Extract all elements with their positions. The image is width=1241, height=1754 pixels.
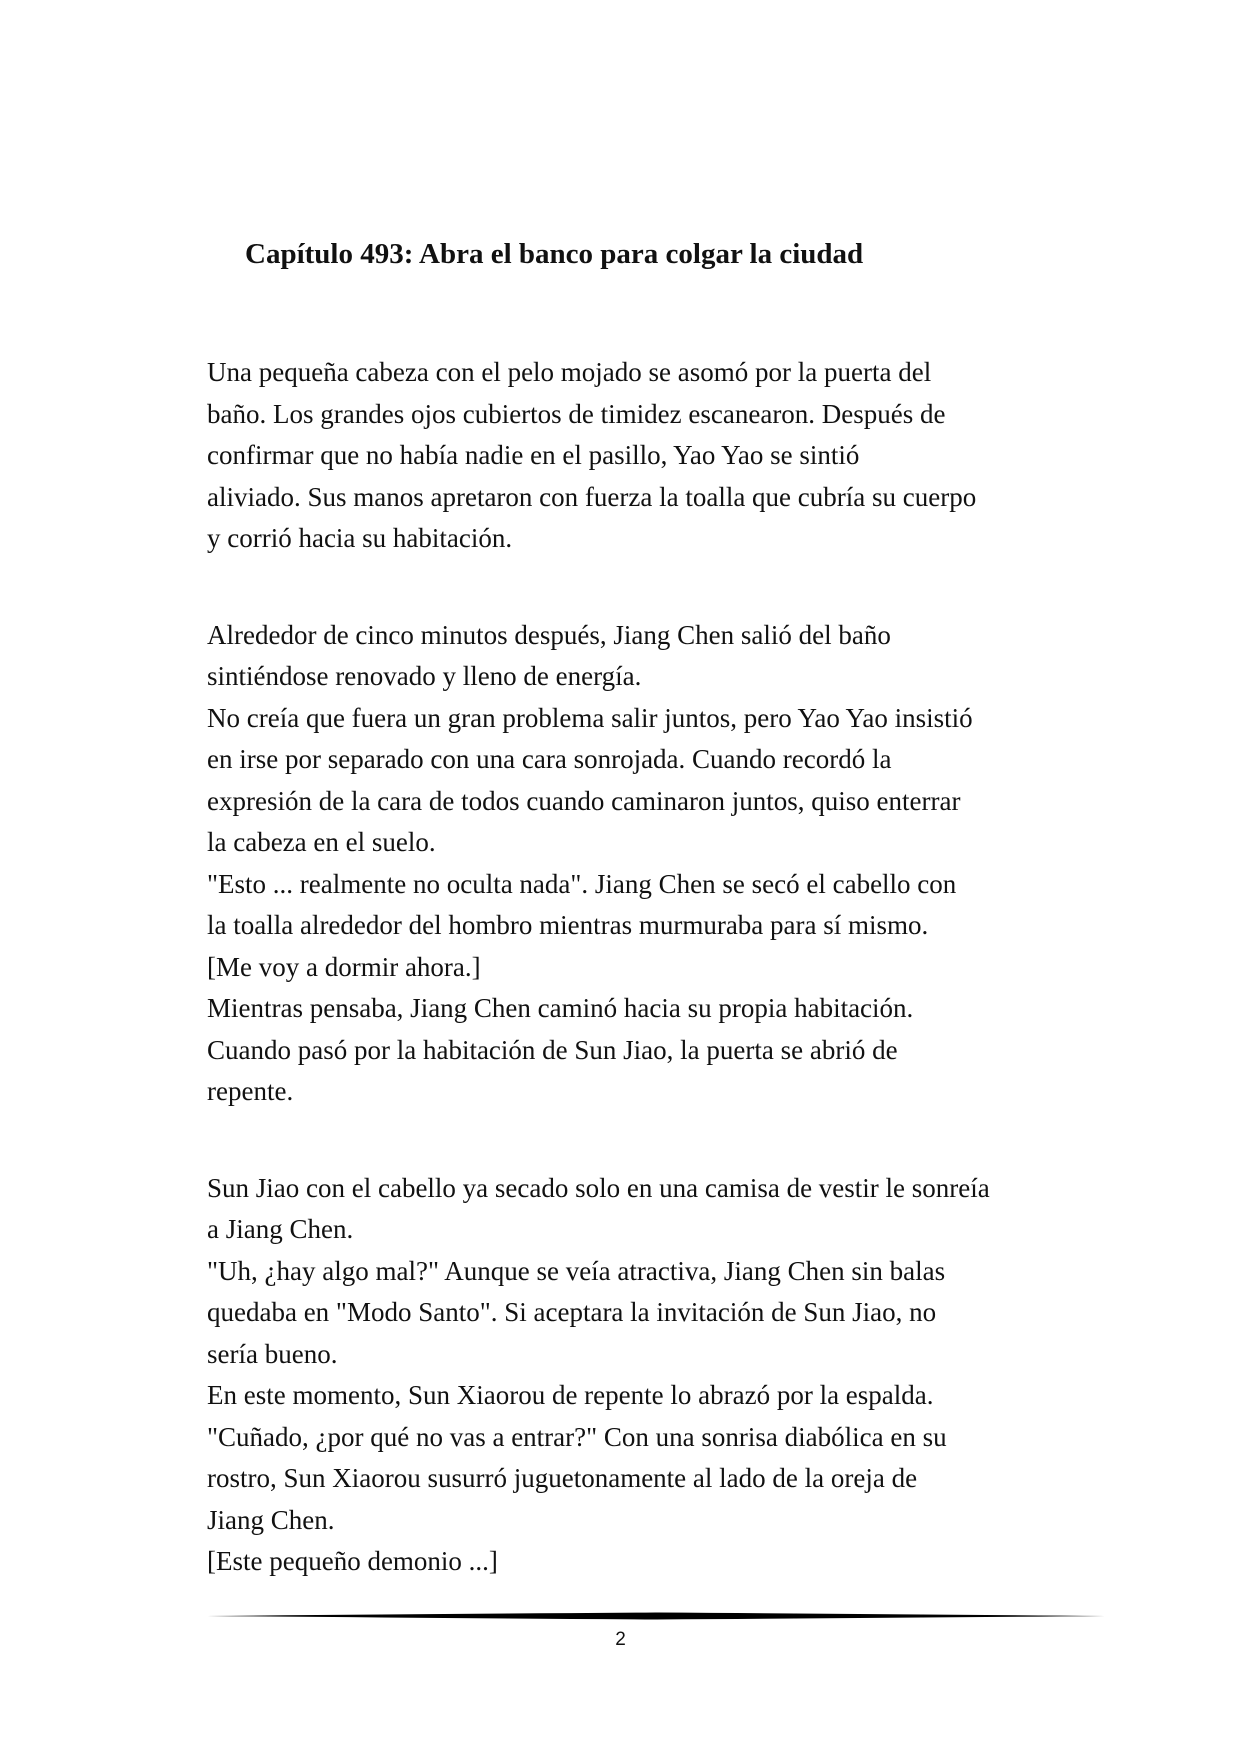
text-line: la cabeza en el suelo. [207, 827, 436, 857]
body-text [207, 352, 1087, 1583]
text-line: sintiéndose renovado y lleno de energía. [207, 661, 642, 691]
paragraph-2 [207, 615, 1087, 1113]
text-line: [Este pequeño demonio ...] [207, 1546, 498, 1576]
text-line: En este momento, Sun Xiaorou de repente lo abrazó por la espalda. [207, 1380, 934, 1410]
text-line: quedaba en "Modo Santo". Si aceptara la invitación de Sun Jiao, no [207, 1297, 937, 1327]
text-line: sería bueno. [207, 1338, 338, 1369]
text-line: aliviado. Sus manos apretaron con fuerza la toalla que cubría su cuerpo [207, 481, 977, 512]
footer-divider [207, 1612, 1105, 1620]
text-line: y corrió hacia su habitación. [207, 523, 513, 553]
paragraph-gap [207, 560, 1087, 615]
text-line: Mientras pensaba, Jiang Chen caminó hacia su propia habitación. [207, 993, 914, 1023]
text-line: confirmar que no había nadie en el pasillo, Yao Yao se sintió [207, 440, 860, 470]
text-line: repente. [207, 1076, 294, 1106]
text-line: baño. Los grandes ojos cubiertos de timidez escanearon. Después de [207, 398, 946, 429]
text-line: "Uh, ¿hay algo mal?" Aunque se veía atractiva, Jiang Chen sin balas [207, 1255, 946, 1286]
text-line: No creía que fuera un gran problema salir juntos, pero Yao Yao insistió [207, 702, 973, 733]
text-line: [Me voy a dormir ahora.] [207, 951, 481, 982]
text-line: expresión de la cara de todos cuando caminaron juntos, quiso enterrar [207, 785, 961, 816]
text-line: la toalla alrededor del hombro mientras murmuraba para sí mismo. [207, 910, 929, 940]
text-line: Sun Jiao con el cabello ya secado solo en una camisa de vestir le sonreía [207, 1172, 990, 1203]
text-line: Jiang Chen. [207, 1504, 335, 1535]
text-line: "Cuñado, ¿por qué no vas a entrar?" Con una sonrisa diabólica en su [207, 1421, 947, 1452]
text-line: en irse por separado con una cara sonrojada. Cuando recordó la [207, 744, 892, 774]
text-line: "Esto ... realmente no oculta nada". Jiang Chen se secó el cabello con [207, 868, 957, 899]
text-line: Alrededor de cinco minutos después, Jiang Chen salió del baño [207, 619, 891, 650]
paragraph-gap [207, 1113, 1087, 1168]
paragraph-3 [207, 1168, 1087, 1583]
chapter-title: Capítulo 493: Abra el banco para colgar la ciudad [245, 238, 864, 270]
text-line: rostro, Sun Xiaorou susurró juguetonamente al lado de la oreja de [207, 1463, 918, 1493]
page-number: 2 [615, 1629, 626, 1650]
text-line: Cuando pasó por la habitación de Sun Jiao, la puerta se abrió de [207, 1034, 898, 1065]
text-line: a Jiang Chen. [207, 1214, 354, 1244]
paragraph-1 [207, 352, 1087, 560]
text-line: Una pequeña cabeza con el pelo mojado se asomó por la puerta del [207, 357, 932, 387]
